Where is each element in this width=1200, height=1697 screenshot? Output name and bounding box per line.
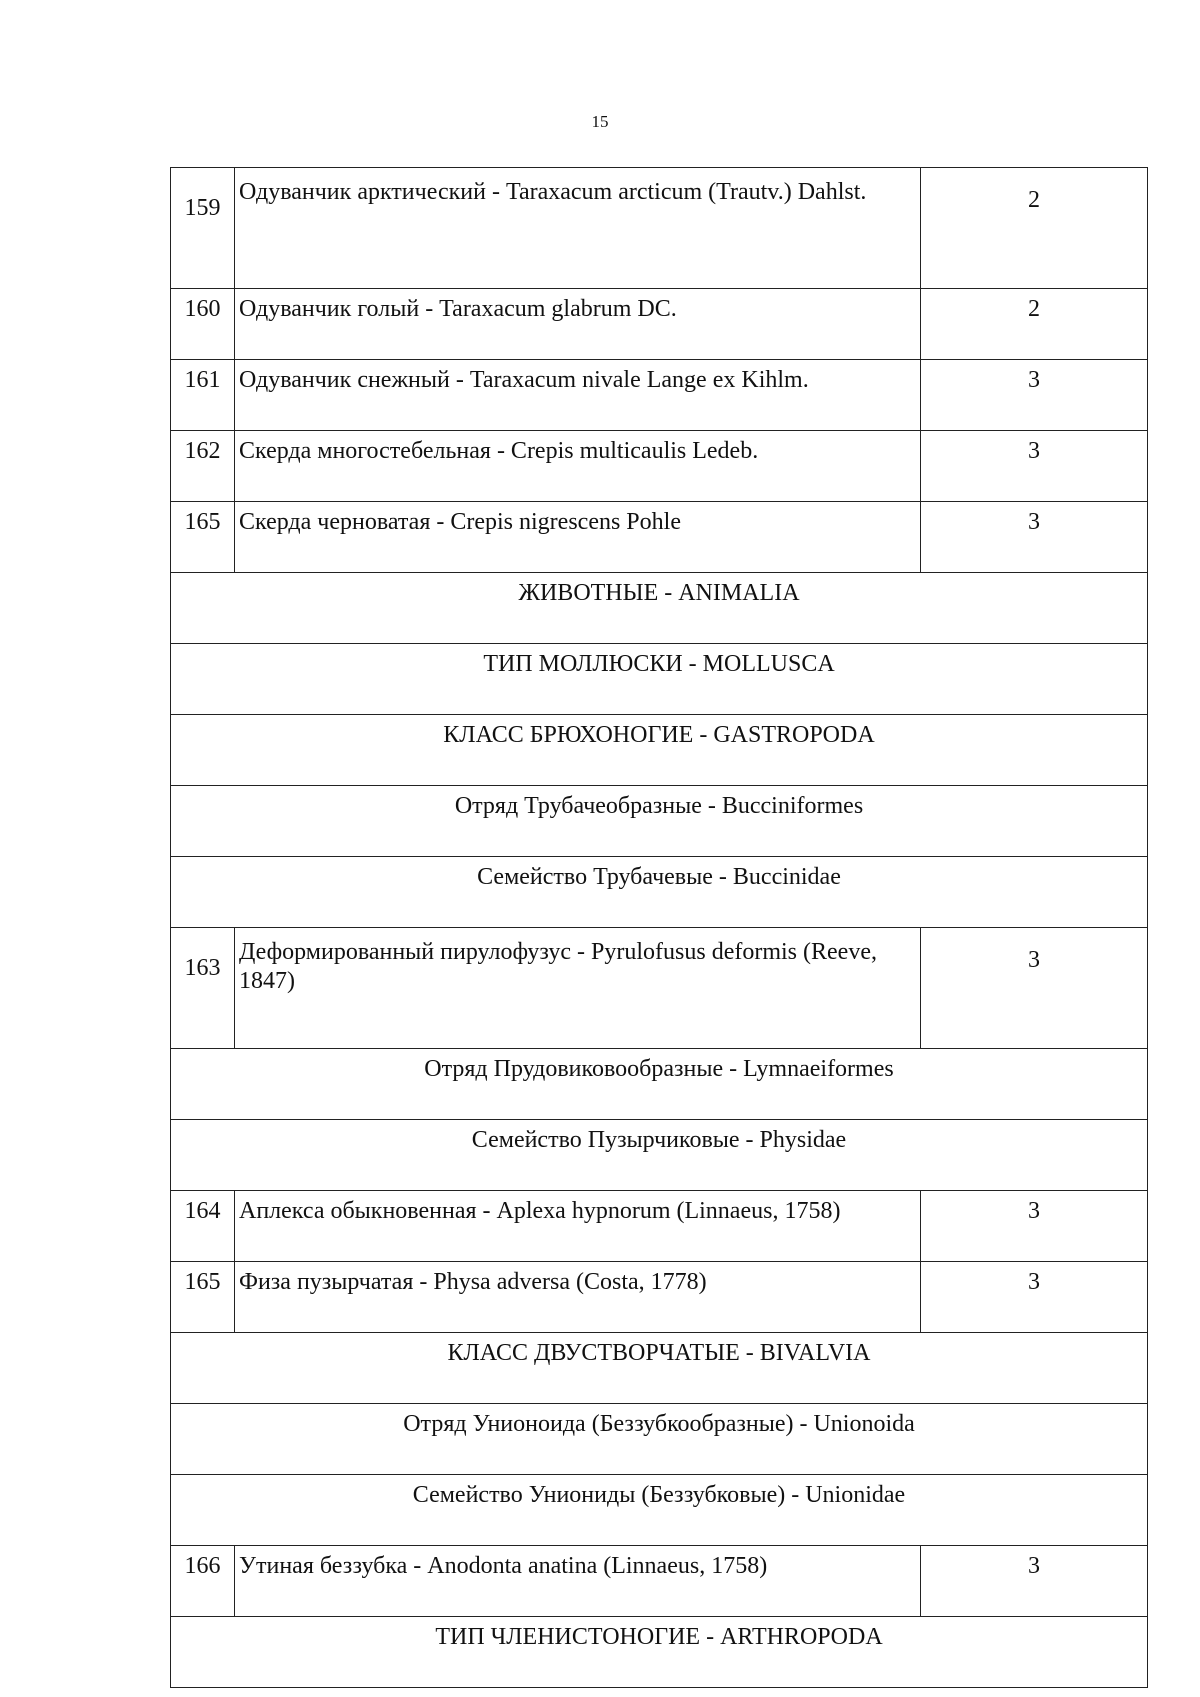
rarity-category: 2 [921,168,1148,289]
species-number: 159 [171,168,235,289]
species-row [171,168,1148,289]
taxon-heading: КЛАСС БРЮХОНОГИЕ - GASTROPODA [171,715,1148,786]
species-name: Скерда многостебельная - Crepis multicaulis Ledeb. [235,431,921,502]
species-name: Скерда черноватая - Crepis nigrescens Pohle [235,502,921,573]
taxon-heading: ТИП ЧЛЕНИСТОНОГИЕ - ARTHROPODA [171,1617,1148,1688]
rarity-category: 3 [921,431,1148,502]
species-name: Одуванчик снежный - Taraxacum nivale Lange ex Kihlm. [235,360,921,431]
species-number: 164 [171,1191,235,1262]
taxon-heading: Семейство Пузырчиковые - Physidae [171,1120,1148,1191]
species-name: Утиная беззубка - Anodonta anatina (Linnaeus, 1758) [235,1546,921,1617]
rarity-category: 3 [921,1262,1148,1333]
species-number: 163 [171,928,235,1049]
taxon-heading: Семейство Трубачевые - Buccinidae [171,857,1148,928]
taxon-heading: Отряд Унионоида (Беззубкообразные) - Unionoida [171,1404,1148,1475]
species-row [171,289,1148,360]
species-row [171,1546,1148,1617]
species-number: 161 [171,360,235,431]
taxon-heading-row [171,1617,1148,1688]
taxon-heading: ТИП МОЛЛЮСКИ - MOLLUSCA [171,644,1148,715]
species-name: Деформированный пирулофузус - Pyrulofusus deformis (Reeve, 1847) [235,928,921,1049]
taxon-heading: Отряд Трубачеобразные - Bucciniformes [171,786,1148,857]
taxon-heading-row [171,1475,1148,1546]
species-number: 160 [171,289,235,360]
taxon-heading-row [171,715,1148,786]
taxon-heading-row [171,1049,1148,1120]
taxon-heading-row [171,573,1148,644]
taxon-heading: КЛАСС ДВУСТВОРЧАТЫЕ - BIVALVIA [171,1333,1148,1404]
rarity-category: 3 [921,1191,1148,1262]
species-row [171,502,1148,573]
species-row [171,431,1148,502]
species-table [170,167,1148,1688]
taxon-heading-row [171,1333,1148,1404]
species-row [171,360,1148,431]
species-name: Одуванчик голый - Taraxacum glabrum DC. [235,289,921,360]
rarity-category: 3 [921,928,1148,1049]
rarity-category: 2 [921,289,1148,360]
taxon-heading: Отряд Прудовиковообразные - Lymnaeiformes [171,1049,1148,1120]
taxon-heading-row [171,857,1148,928]
species-number: 166 [171,1546,235,1617]
page-number: 15 [591,112,609,131]
rarity-category: 3 [921,360,1148,431]
taxon-heading-row [171,1120,1148,1191]
species-name: Аплекса обыкновенная - Aplexa hypnorum (Linnaeus, 1758) [235,1191,921,1262]
species-row [171,928,1148,1049]
taxon-heading: Семейство Униониды (Беззубковые) - Unionidae [171,1475,1148,1546]
taxon-heading-row [171,1404,1148,1475]
taxon-heading: ЖИВОТНЫЕ - ANIMALIA [171,573,1148,644]
species-table-body [171,168,1148,1688]
species-name: Одуванчик арктический - Taraxacum arcticum (Trautv.) Dahlst. [235,168,921,289]
species-number: 165 [171,1262,235,1333]
species-row [171,1262,1148,1333]
taxon-heading-row [171,644,1148,715]
species-row [171,1191,1148,1262]
taxon-heading-row [171,786,1148,857]
species-number: 165 [171,502,235,573]
rarity-category: 3 [921,1546,1148,1617]
rarity-category: 3 [921,502,1148,573]
species-name: Физа пузырчатая - Physa adversa (Costa, 1778) [235,1262,921,1333]
species-number: 162 [171,431,235,502]
